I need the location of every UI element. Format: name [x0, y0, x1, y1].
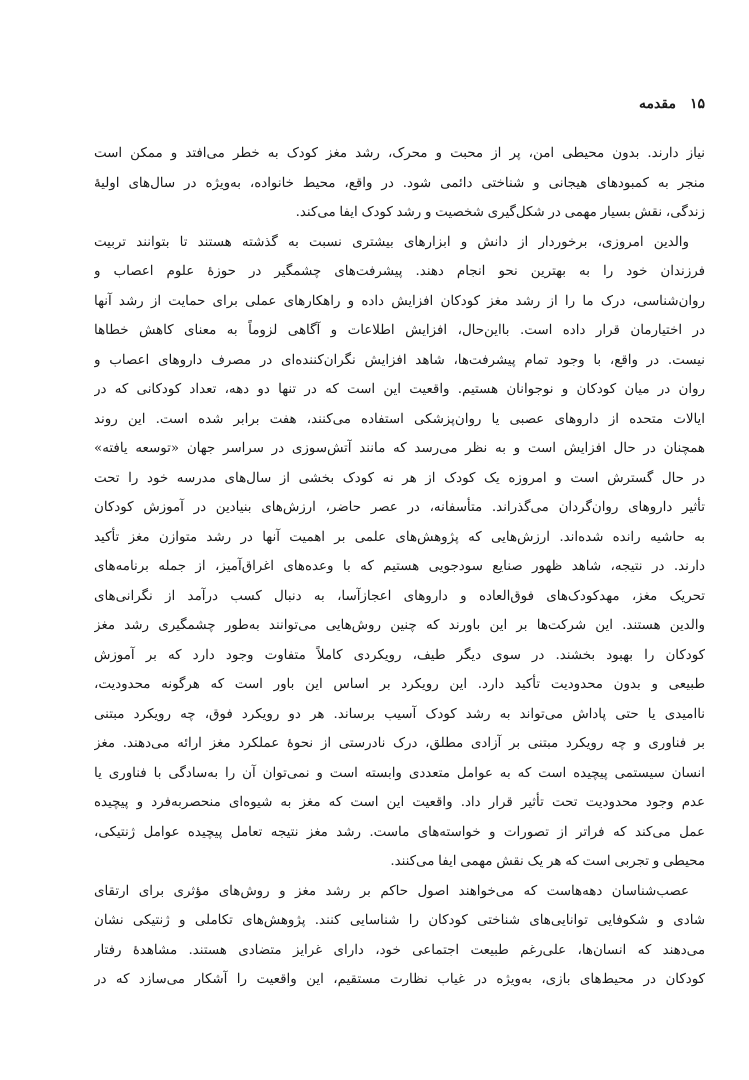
text-line: والدین هستند. این شرکت‌ها بر این باورند که چنین روش‌هایی می‌توانند به‌طور چشمگیری رشد مغز	[94, 618, 705, 633]
chapter-title: مقدمه	[639, 96, 676, 112]
text-line: بر فناوری و چه رویکرد مبتنی بر آزادی مطلق، درک نادرستی از نحوهٔ عملکرد مغز ارائه می‌دهند. مغز	[94, 736, 705, 751]
text-line: کودکان در محیط‌های بازی، به‌ویژه در غیاب نظارت مستقیم، این واقعیت را آشکار می‌سازد که در	[94, 972, 705, 987]
text-line: منجر به کمبودهای هیجانی و شناختی دائمی شود. در واقع، محیط خانواده، به‌ویژه در سال‌های اولیهٔ	[94, 175, 705, 191]
text-line: انسان سیستمی پیچیده است که به عوامل متعددی وابسته است و نمی‌توان آن را به‌سادگی با فناوری یا	[94, 765, 705, 781]
page-number: ۱۵	[689, 96, 705, 112]
text-line: نیست. در واقع، با وجود تمام پیشرفت‌ها، شاهد افزایش نگران‌کننده‌ای در مصرف داروهای اعصاب و	[94, 352, 705, 368]
text-line: عمل می‌کند که فراتر از تصورات و خواسته‌های ماست. رشد مغز نتیجه تعامل پیچیده عوامل ژنتیکی،	[94, 824, 705, 840]
text-line: در اختیارمان قرار داده است. بااین‌حال، افزایش اطلاعات و آگاهی لزوماً به معنای کاهش خطاها	[94, 323, 705, 338]
running-header	[639, 96, 705, 112]
body-text	[94, 139, 705, 995]
text-line: به حاشیه رانده شده‌اند. ارزش‌هایی که پژوهش‌های علمی بر اهمیت آنها در رشد متوازن مغز تأکید	[94, 529, 705, 545]
text-line: فرزندان خود را به بهترین نحو انجام دهند. پیشرفت‌های چشمگیر در حوزهٔ علوم اعصاب و	[94, 264, 705, 279]
text-line: طبیعی و بدون محدودیت تأکید دارد. این رویکرد بر اساس این باور است که هرگونه محدودیت،	[94, 677, 705, 692]
text-line: زندگی، نقش بسیار مهمی در شکل‌گیری شخصیت و رشد کودک ایفا می‌کند.	[295, 205, 705, 220]
text-line: ایالات متحده از داروهای عصبی یا روان‌پزشکی استفاده می‌کنند، هفت برابر شده است. این روند	[94, 411, 705, 427]
text-line: روان در میان کودکان و نوجوانان هستیم. واقعیت این است که در تنها دو دهه، تعداد کودکانی که در	[94, 382, 705, 397]
text-line: می‌دهند که انسان‌ها، علی‌رغم طبیعت اجتماعی خود، دارای غرایز متضادی هستند. مشاهدهٔ رفتار	[94, 942, 705, 958]
text-line: همچنان در حال افزایش است و به نظر می‌رسد که مانند آتش‌سوزی در سراسر جهان «توسعه یافته»	[94, 441, 705, 456]
text-line: شادی و شکوفایی توانایی‌های شناختی کودکان را شناسایی کنند. پژوهش‌های تکاملی و ژنتیکی نشان	[94, 913, 705, 928]
text-line: محیطی و تجربی است که هر یک نقش مهمی ایفا می‌کنند.	[390, 854, 705, 869]
text-line: عصب‌شناسان دهه‌هاست که می‌خواهند اصول حاکم بر رشد مغز و روش‌های مؤثری برای ارتقای	[94, 883, 689, 899]
text-line: والدین امروزی، برخوردار از دانش و ابزارهای بیشتری نسبت به گذشته هستند تا بتوانند تربیت	[94, 234, 689, 250]
text-line: دارند. در نتیجه، شاهد ظهور صنایع سودجویی هستیم که با وعده‌های اغراق‌آمیز، از جمله برنامه‌های	[94, 559, 705, 574]
text-line: در حال گسترش است و امروزه یک کودک از هر نه کودک بخشی از سال‌های مدرسه خود را تحت	[94, 470, 705, 486]
text-line: نیاز دارند. بدون محیطی امن، پر از محبت و محرک، رشد مغز کودک به خطر می‌افتد و ممکن است	[94, 146, 705, 161]
text-line: ناامیدی یا حتی پاداش می‌تواند به رشد کودک آسیب برساند. هر دو رویکرد فوق، چه رویکرد مبتنی	[94, 706, 705, 722]
text-line: کودکان را بهبود بخشند. در سوی دیگر طیف، رویکردی کاملاً متفاوت وجود دارد که بر آموزش	[94, 647, 705, 663]
text-line: تأثیر داروهای روان‌گردان می‌گذراند. متأسفانه، در عصر حاضر، ارزش‌های بنیادین در آموزش کودکان	[94, 500, 705, 515]
text-line: روان‌شناسی، درک ما را از رشد مغز کودکان افزایش داده و راهکارهای عملی برای حمایت از رشد آنها	[94, 293, 705, 309]
text-line: تحریک مغز، مهدکودک‌های فوق‌العاده و داروهای اعجازآسا، به دنبال کسب درآمد از نگرانی‌های	[94, 588, 705, 604]
book-page	[94, 0, 705, 1080]
text-line: عدم وجود محدودیت تحت تأثیر قرار داد. واقعیت این است که مغز به شیوه‌ای منحصربه‌فرد و پیچیده	[94, 795, 705, 810]
